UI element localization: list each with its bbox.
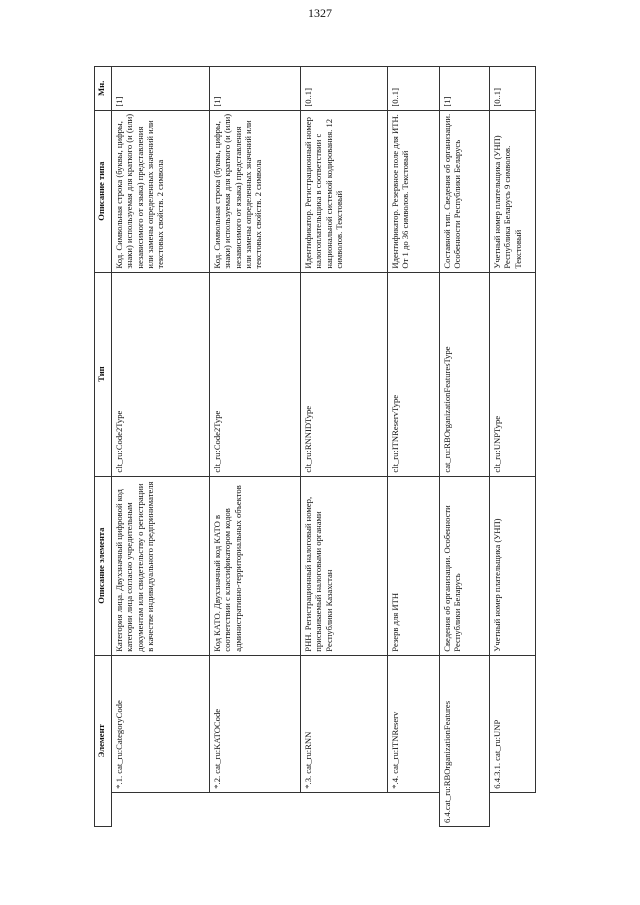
element-name: cat_ru:RNN (303, 731, 313, 774)
indent-cell (301, 792, 388, 826)
table-row (301, 67, 388, 827)
type-desc-cell: Учетный номер плательщика (УНП) Республика Беларусь 9 символов. Текстовый (490, 110, 536, 272)
mn-cell: [1] (112, 67, 210, 111)
element-cell (388, 655, 440, 792)
element-desc-cell: Код КАТО. Двухзначный код КАТО в соответствии с классификатором кодов административно-территориальных объектов (210, 476, 301, 655)
row-number: *.2. (212, 775, 222, 789)
indent-cell (388, 792, 440, 826)
rotated-page (94, 66, 546, 827)
table-row (388, 67, 440, 827)
indent-cell (210, 792, 301, 826)
type-cell: clt_ru:UNPType (490, 272, 536, 476)
type-cell: cat_ru:RBOrganizationFeaturesType (440, 272, 490, 476)
element-cell (210, 655, 301, 792)
type-desc-cell: Идентификатор. Регистрационный номер налогоплательщика в соответствии с национальной системой кодирования. 12 символов. Текстовый (301, 110, 388, 272)
header-mn: Мн. (95, 67, 112, 111)
type-cell: clt_ru:RNNIDType (301, 272, 388, 476)
element-name: cat_ru:KATOCode (212, 708, 222, 774)
type-desc-cell: Идентификатор. Резервное поле для ИТН. От 1 до 36 символов. Текстовый (388, 110, 440, 272)
element-desc-cell: Резерв для ИТН (388, 476, 440, 655)
row-number: *.1. (114, 775, 124, 789)
table-row (440, 67, 490, 827)
element-cell (490, 655, 536, 792)
table-row (210, 67, 301, 827)
element-name: cat_ru:RBOrganizationFeatures (442, 700, 452, 811)
row-number: *.3. (303, 775, 313, 789)
header-element: Элемент (95, 655, 112, 826)
row-number: 6.4.3.1. (492, 762, 502, 789)
type-cell: clt_ru:ITNReservType (388, 272, 440, 476)
element-name: cat_ru:UNP (492, 719, 502, 761)
indent-cell (112, 792, 210, 826)
type-desc-cell: Составной тип. Сведения об организации. Особенности Республики Беларусь (440, 110, 490, 272)
mn-cell: [1] (440, 67, 490, 111)
header-type: Тип (95, 272, 112, 476)
indent-cell (490, 792, 536, 826)
row-number: *.4. (390, 775, 400, 789)
element-desc-cell: Категория лица. Двухзначный цифровой код категории лица согласно учредительным документам или свидетельству о регистрации в качестве индивидуального предпринимателя (112, 476, 210, 655)
mn-cell: [0..1] (388, 67, 440, 111)
spec-table (94, 66, 536, 827)
element-desc-cell: Учетный номер плательщика (УНП) (490, 476, 536, 655)
element-name: cat_ru:CategoryCode (114, 700, 124, 774)
element-cell (112, 655, 210, 792)
page-number: 1327 (308, 6, 332, 20)
header-element-desc: Описание элемента (95, 476, 112, 655)
element-desc-cell: Сведения об организации. Особенности Республики Беларусь (440, 476, 490, 655)
element-desc-cell: РНН. Регистрационный налоговый номер, присваиваемый налоговыми органами Республики Казахстан (301, 476, 388, 655)
type-cell: clt_ru:Code2Type (112, 272, 210, 476)
mn-cell: [1] (210, 67, 301, 111)
table-row (490, 67, 536, 827)
table-row (112, 67, 210, 827)
element-cell (440, 655, 490, 826)
element-cell (301, 655, 388, 792)
header-row (95, 67, 112, 827)
header-type-desc: Описание типа (95, 110, 112, 272)
type-desc-cell: Код. Символьная строка (буквы, цифры, знаки) используемая для краткого (и (или) независимого от языка) представления или замены определенных значений или текстовых свойств. 2 символа (210, 110, 301, 272)
type-desc-cell: Код. Символьная строка (буквы, цифры, знаки) используемая для краткого (и (или) независимого от языка) представления или замены определенных значений или текстовых свойств. 2 символа (112, 110, 210, 272)
mn-cell: [0..1] (490, 67, 536, 111)
mn-cell: [0..1] (301, 67, 388, 111)
type-cell: clt_ru:Code2Type (210, 272, 301, 476)
row-number: 6.4. (442, 810, 452, 823)
element-name: cat_ru:ITNReserv (390, 711, 400, 774)
